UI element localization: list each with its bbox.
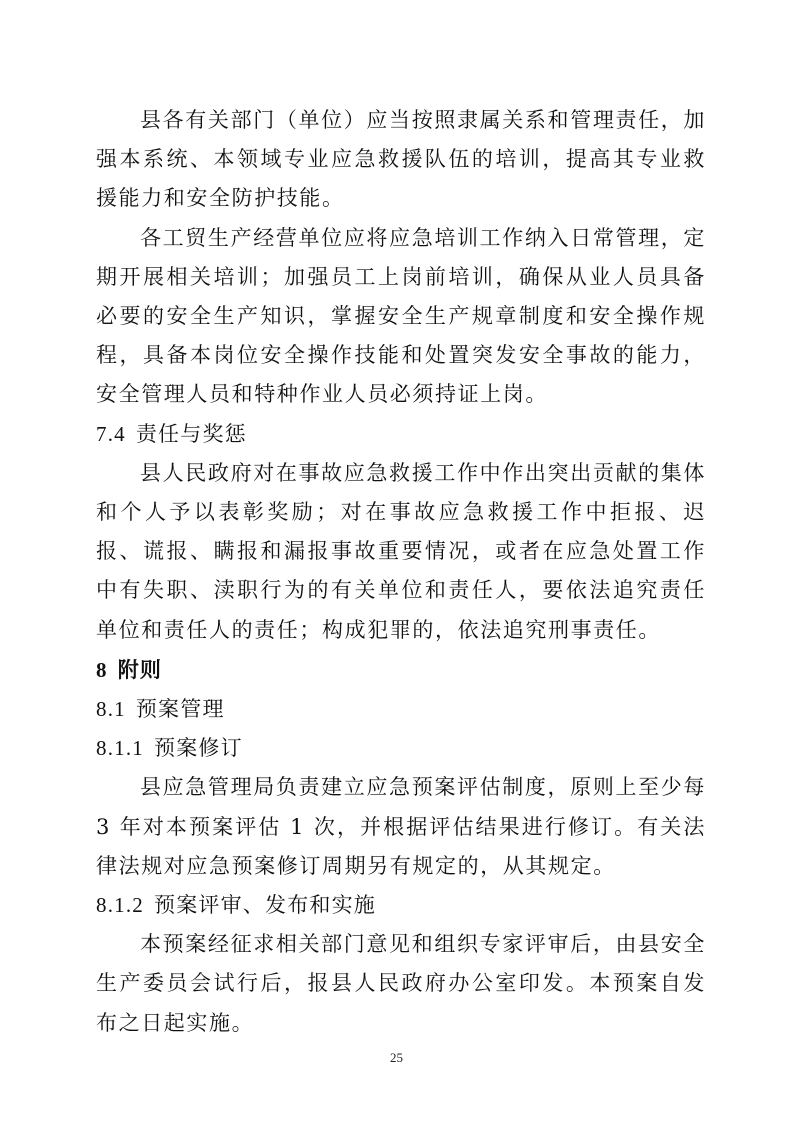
paragraph-training-enterprises: 各工贸生产经营单位应将应急培训工作纳入日常管理，定期开展相关培训；加强员工上岗前培训，确保从业人员具备必要的安全生产知识，掌握安全生产规章制度和安全操作规程，具备本岗位安全操作技能和处置突发安全事故的能力，安全管理人员和特种作业人员必须持证上岗。	[96, 225, 706, 407]
heading-title: 附则	[117, 656, 163, 682]
page-number: 25	[390, 1050, 403, 1065]
heading-number: 8.1.2	[96, 893, 144, 918]
paragraph-plan-implementation: 本预案经征求相关部门意见和组织专家评审后，由县安全生产委员会试行后，报县人民政府办公室印发。本预案自发布之日起实施。	[96, 932, 706, 1035]
heading-8-1-1	[96, 729, 706, 768]
heading-number: 7.4	[96, 421, 126, 446]
heading-8	[96, 650, 706, 690]
paragraph-plan-revision: 县应急管理局负责建立应急预案评估制度，原则上至少每 3 年对本预案评估 1 次，并根据评估结果进行修订。有关法律法规对应急预案修订周期另有规定的，从其规定。	[96, 775, 706, 878]
heading-8-1	[96, 690, 706, 729]
heading-title: 责任与奖惩	[135, 421, 247, 446]
heading-7-4	[96, 415, 706, 454]
heading-title: 预案评审、发布和实施	[154, 893, 376, 918]
heading-number: 8.1	[96, 697, 126, 722]
paragraph-rewards-penalties: 县人民政府对在事故应急救援工作中作出突出贡献的集体和个人予以表彰奖励；对在事故应急救援工作中拒报、迟报、谎报、瞒报和漏报事故重要情况，或者在应急处置工作中有失职、渎职行为的有关单位和责任人，要依法追究责任单位和责任人的责任；构成犯罪的，依法追究刑事责任。	[96, 460, 706, 642]
heading-number: 8	[96, 657, 108, 682]
heading-number: 8.1.1	[96, 736, 144, 761]
heading-title: 预案管理	[135, 697, 225, 722]
heading-title: 预案修订	[154, 736, 243, 761]
document-body	[96, 101, 706, 1043]
heading-8-1-2	[96, 886, 706, 925]
paragraph-training-departments: 县各有关部门（单位）应当按照隶属关系和管理责任，加强本系统、本领域专业应急救援队伍的培训，提高其专业救援能力和安全防护技能。	[96, 108, 706, 211]
